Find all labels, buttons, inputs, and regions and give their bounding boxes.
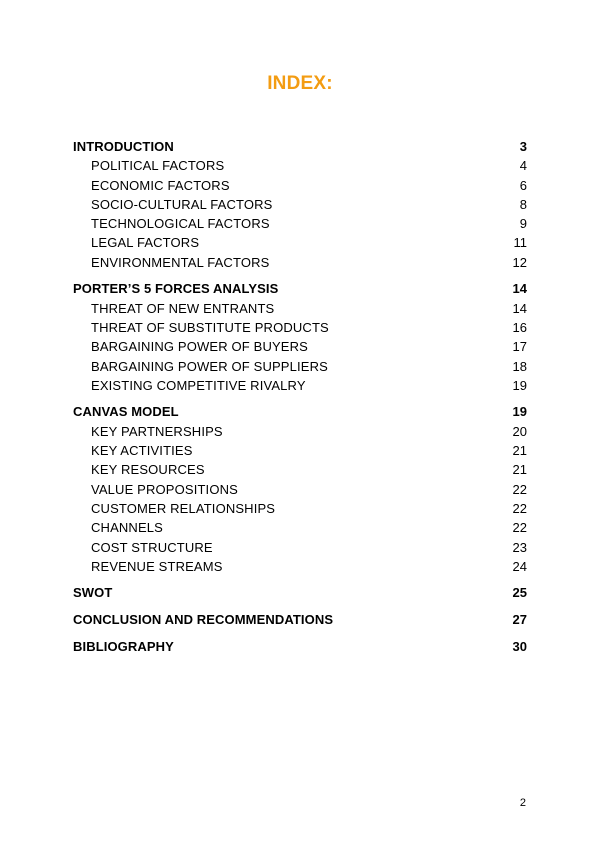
toc-section-entry[interactable] — [73, 279, 527, 298]
toc-entry-label: BIBLIOGRAPHY — [73, 638, 174, 654]
toc-entry-page-number: 27 — [512, 612, 527, 628]
toc-subsection-entry[interactable] — [73, 253, 527, 272]
toc-entry-page-number: 21 — [512, 462, 527, 478]
toc-entry-label: BARGAINING POWER OF BUYERS — [91, 339, 308, 355]
toc-entry-page-number: 3 — [519, 139, 527, 154]
toc-section-entry[interactable] — [73, 402, 527, 421]
toc-section-entry[interactable] — [73, 637, 527, 656]
toc-subsection-entry[interactable] — [73, 441, 527, 460]
toc-subsection-entry[interactable] — [73, 460, 527, 479]
toc-subsection-entry[interactable] — [73, 233, 527, 252]
toc-entry-page-number: 9 — [519, 216, 527, 232]
toc-entry-label: EXISTING COMPETITIVE RIVALRY — [91, 377, 306, 393]
toc-subsection-entry[interactable] — [73, 176, 527, 195]
toc-entry-page-number: 11 — [513, 235, 527, 251]
toc-entry-label: TECHNOLOGICAL FACTORS — [91, 216, 270, 232]
toc-entry-label: LEGAL FACTORS — [91, 235, 200, 251]
toc-entry-page-number: 21 — [512, 443, 527, 459]
toc-entry-page-number: 24 — [512, 558, 527, 574]
toc-subsection-entry[interactable] — [73, 422, 527, 441]
toc-entry-label: SWOT — [73, 585, 113, 601]
toc-subsection-entry[interactable] — [73, 195, 527, 214]
toc-subsection-entry[interactable] — [73, 538, 527, 557]
toc-entry-label: CHANNELS — [91, 520, 163, 536]
toc-entry-label: CONCLUSION AND RECOMMENDATIONS — [73, 612, 334, 628]
toc-entry-label: SOCIO-CULTURAL FACTORS — [91, 196, 273, 212]
toc-subsection-entry[interactable] — [73, 376, 527, 395]
toc-entry-page-number: 4 — [519, 158, 527, 174]
page-number: 2 — [519, 797, 526, 809]
table-of-contents — [73, 137, 527, 656]
toc-section-entry[interactable] — [73, 137, 527, 156]
toc-entry-label: COST STRUCTURE — [91, 539, 213, 555]
toc-entry-label: PORTER’S 5 FORCES ANALYSIS — [73, 281, 279, 297]
toc-subsection-entry[interactable] — [73, 214, 527, 233]
toc-entry-label: POLITICAL FACTORS — [91, 158, 225, 174]
toc-entry-label: CUSTOMER RELATIONSHIPS — [91, 500, 276, 516]
toc-entry-label: BARGAINING POWER OF SUPPLIERS — [91, 358, 328, 374]
toc-entry-page-number: 22 — [512, 481, 527, 497]
toc-entry-page-number: 17 — [512, 339, 527, 355]
toc-entry-label: KEY ACTIVITIES — [91, 443, 193, 459]
toc-entry-label: CANVAS MODEL — [73, 404, 179, 420]
toc-entry-page-number: 8 — [519, 196, 527, 212]
toc-entry-page-number: 25 — [512, 585, 527, 601]
toc-entry-label: THREAT OF SUBSTITUTE PRODUCTS — [91, 319, 329, 335]
toc-entry-label: REVENUE STREAMS — [91, 558, 223, 574]
toc-entry-page-number: 20 — [512, 423, 527, 439]
toc-entry-label: THREAT OF NEW ENTRANTS — [91, 300, 275, 316]
toc-subsection-entry[interactable] — [73, 318, 527, 337]
toc-entry-page-number: 19 — [512, 377, 527, 393]
toc-entry-label: ECONOMIC FACTORS — [91, 177, 230, 193]
toc-subsection-entry[interactable] — [73, 357, 527, 376]
toc-subsection-entry[interactable] — [73, 156, 527, 175]
toc-entry-label: ENVIRONMENTAL FACTORS — [91, 254, 270, 270]
toc-entry-page-number: 12 — [512, 254, 527, 270]
toc-section-entry[interactable] — [73, 583, 527, 602]
toc-subsection-entry[interactable] — [73, 499, 527, 518]
toc-entry-page-number: 23 — [512, 539, 527, 555]
toc-entry-label: VALUE PROPOSITIONS — [91, 481, 238, 497]
toc-subsection-entry[interactable] — [73, 337, 527, 356]
toc-entry-page-number: 14 — [512, 281, 527, 297]
toc-entry-page-number: 18 — [512, 358, 527, 374]
toc-subsection-entry[interactable] — [73, 480, 527, 499]
toc-section-entry[interactable] — [73, 610, 527, 629]
toc-entry-page-number: 22 — [512, 500, 527, 516]
toc-subsection-entry[interactable] — [73, 299, 527, 318]
toc-entry-page-number: 16 — [512, 319, 527, 335]
toc-subsection-entry[interactable] — [73, 557, 527, 576]
toc-entry-label: KEY PARTNERSHIPS — [91, 423, 223, 439]
toc-subsection-entry[interactable] — [73, 518, 527, 537]
toc-entry-label: KEY RESOURCES — [91, 462, 205, 478]
page-title: INDEX: — [267, 73, 333, 94]
toc-entry-page-number: 14 — [512, 300, 527, 316]
toc-entry-page-number: 30 — [512, 638, 527, 654]
toc-entry-page-number: 6 — [519, 177, 527, 193]
toc-entry-label: INTRODUCTION — [73, 139, 174, 154]
toc-entry-page-number: 19 — [512, 404, 527, 420]
toc-entry-page-number: 22 — [512, 520, 527, 536]
